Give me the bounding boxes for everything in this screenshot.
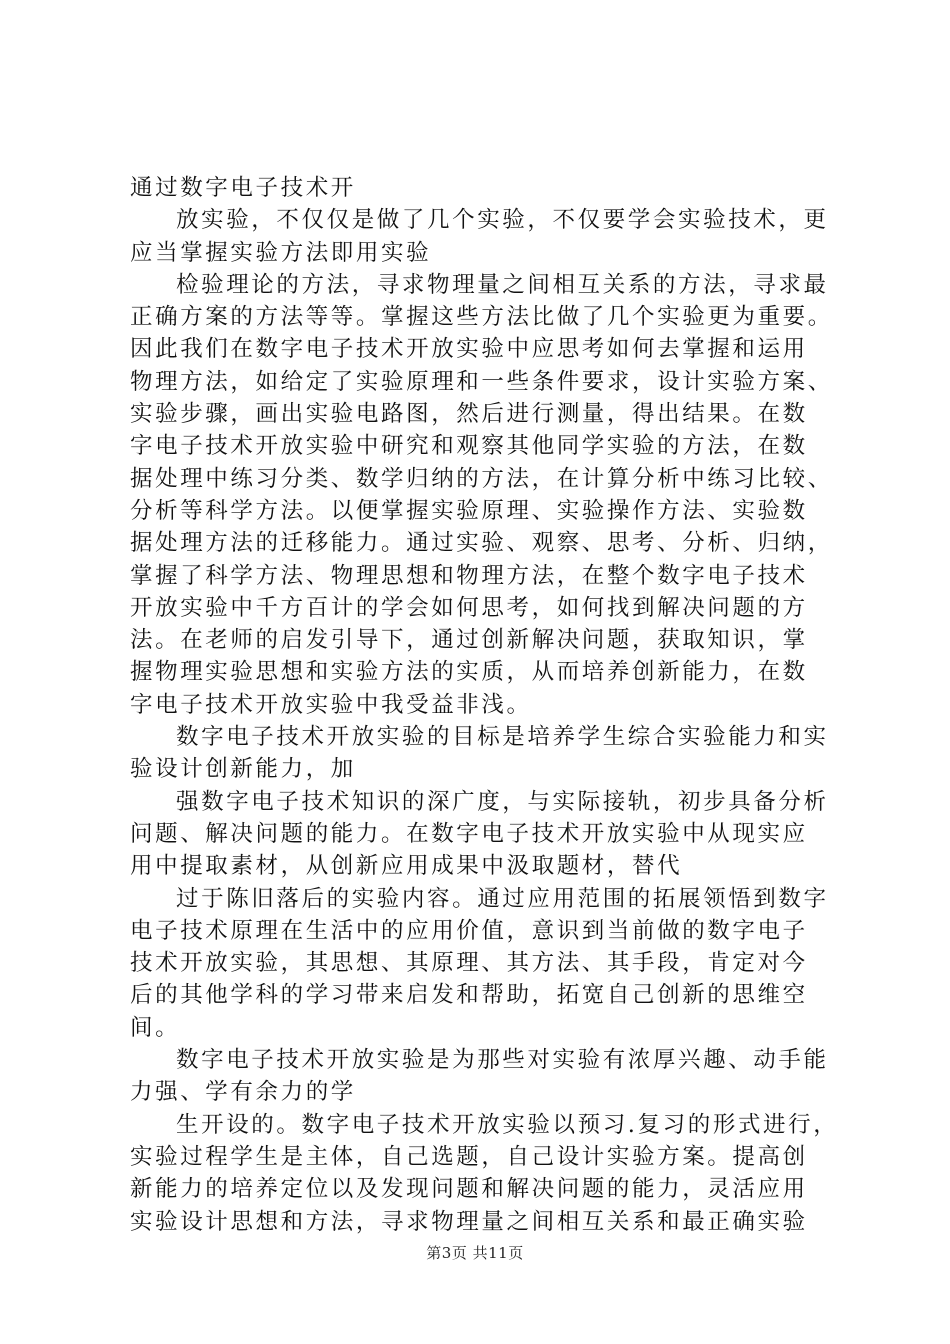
text-line: 强数字电子技术知识的深广度，与实际接轨，初步具备分析: [176, 788, 829, 815]
text-line: 据处理方法的迁移能力。通过实验、观察、思考、分析、归纳，: [130, 530, 833, 557]
text-line: 法。在老师的启发引导下，通过创新解决问题，获取知识，掌: [130, 627, 808, 654]
text-line: 生开设的。数字电子技术开放实验以预习.复习的形式进行，: [176, 1111, 839, 1138]
text-line: 因此我们在数字电子技术开放实验中应思考如何去掌握和运用: [130, 336, 808, 363]
text-line: 新能力的培养定位以及发现问题和解决问题的能力，灵活应用: [130, 1176, 808, 1203]
text-line: 字电子技术开放实验中研究和观察其他同学实验的方法，在数: [130, 433, 808, 460]
text-line: 掌握了科学方法、物理思想和物理方法，在整个数字电子技术: [130, 562, 808, 589]
text-line: 通过数字电子技术开: [130, 175, 356, 201]
text-line: 电子技术原理在生活中的应用价值，意识到当前做的数字电子: [130, 917, 808, 944]
text-line: 用中提取素材，从创新应用成果中汲取题材，替代: [130, 853, 683, 880]
page-footer: 第3页 共11页: [426, 1244, 524, 1262]
text-line: 实验设计思想和方法，寻求物理量之间相互关系和最正确实验: [130, 1208, 808, 1235]
text-line: 后的其他学科的学习带来启发和帮助，拓宽自己创新的思维空: [130, 982, 808, 1009]
text-line: 验设计创新能力，加: [130, 756, 356, 783]
text-line: 问题、解决问题的能力。在数字电子技术开放实验中从现实应: [130, 820, 808, 847]
text-line: 技术开放实验，其思想、其原理、其方法、其手段，肯定对今: [130, 950, 808, 977]
text-line: 握物理实验思想和实验方法的实质，从而培养创新能力，在数: [130, 659, 808, 686]
text-line: 过于陈旧落后的实验内容。通过应用范围的拓展领悟到数字: [176, 885, 829, 912]
text-line: 数字电子技术开放实验是为那些对实验有浓厚兴趣、动手能: [176, 1047, 829, 1074]
text-line: 实验过程学生是主体，自己选题，自己设计实验方案。提高创: [130, 1143, 808, 1170]
text-line: 物理方法，如给定了实验原理和一些条件要求，设计实验方案、: [130, 368, 833, 395]
text-line: 分析等科学方法。以便掌握实验原理、实验操作方法、实验数: [130, 497, 808, 524]
text-line: 据处理中练习分类、数学归纳的方法，在计算分析中练习比较、: [130, 465, 833, 492]
text-line: 力强、学有余力的学: [130, 1079, 356, 1106]
text-line: 检验理论的方法，寻求物理量之间相互关系的方法，寻求最: [176, 271, 829, 298]
text-line: 实验步骤，画出实验电路图，然后进行测量，得出结果。在数: [130, 401, 808, 428]
text-line: 数字电子技术开放实验的目标是培养学生综合实验能力和实: [176, 724, 829, 751]
text-line: 正确方案的方法等等。掌握这些方法比做了几个实验更为重要。: [130, 304, 833, 331]
text-line: 字电子技术开放实验中我受益非浅。: [130, 691, 532, 718]
text-line: 应当掌握实验方法即用实验: [130, 239, 432, 266]
text-line: 放实验，不仅仅是做了几个实验，不仅要学会实验技术，更: [176, 207, 829, 234]
body-text: [130, 172, 839, 1238]
text-line: 间。: [130, 1014, 181, 1041]
text-line: 开放实验中千方百计的学会如何思考，如何找到解决问题的方: [130, 594, 808, 621]
